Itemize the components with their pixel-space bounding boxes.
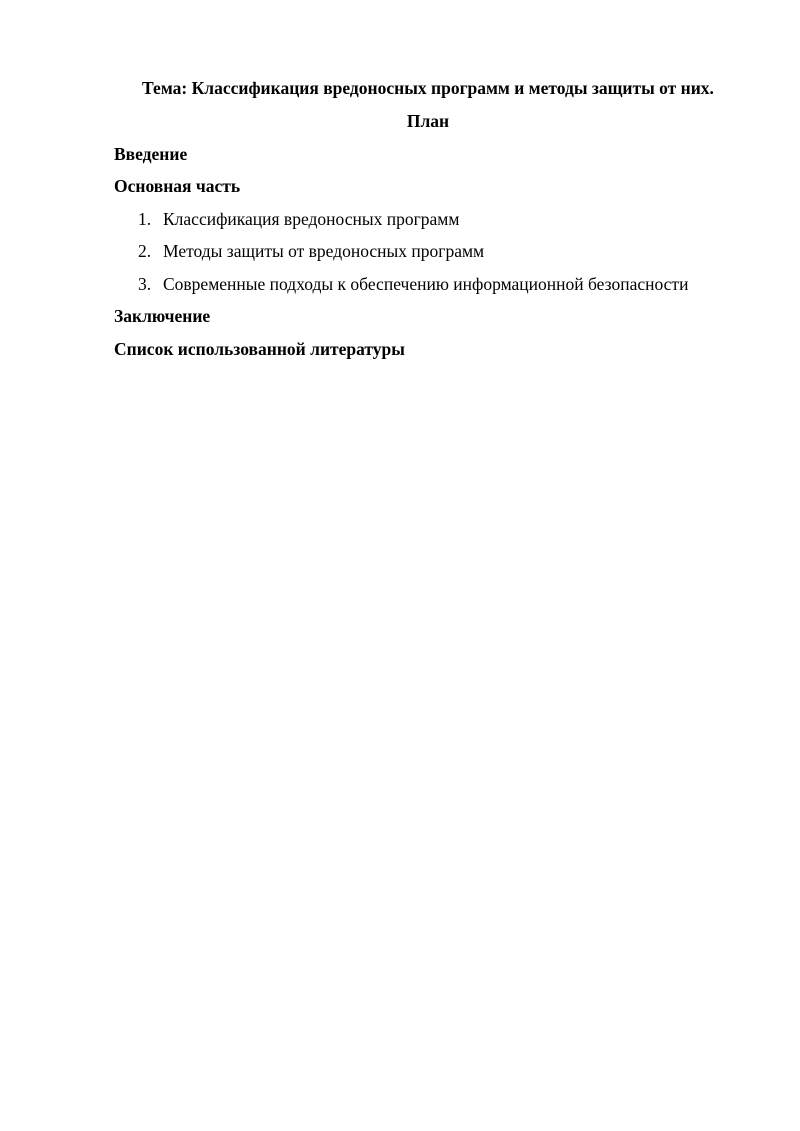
section-references: Список использованной литературы: [114, 339, 405, 359]
list-item-text: Классификация вредоносных программ: [163, 209, 460, 229]
list-item-number: 1.: [138, 209, 152, 229]
section-conclusion: Заключение: [114, 306, 211, 326]
list-item-text: Современные подходы к обеспечению информационной безопасности: [163, 274, 689, 294]
list-item-number: 3.: [138, 274, 152, 294]
plan-heading: План: [406, 111, 450, 131]
section-main: Основная часть: [114, 176, 241, 196]
list-item-text: Методы защиты от вредоносных программ: [163, 241, 485, 261]
list-item: [138, 240, 484, 262]
document-title: Тема: Классификация вредоносных программ и методы защиты от них.: [142, 78, 714, 98]
section-intro: Введение: [114, 144, 188, 164]
list-item-number: 2.: [138, 241, 152, 261]
list-item: [138, 208, 459, 230]
list-item: [138, 273, 688, 295]
